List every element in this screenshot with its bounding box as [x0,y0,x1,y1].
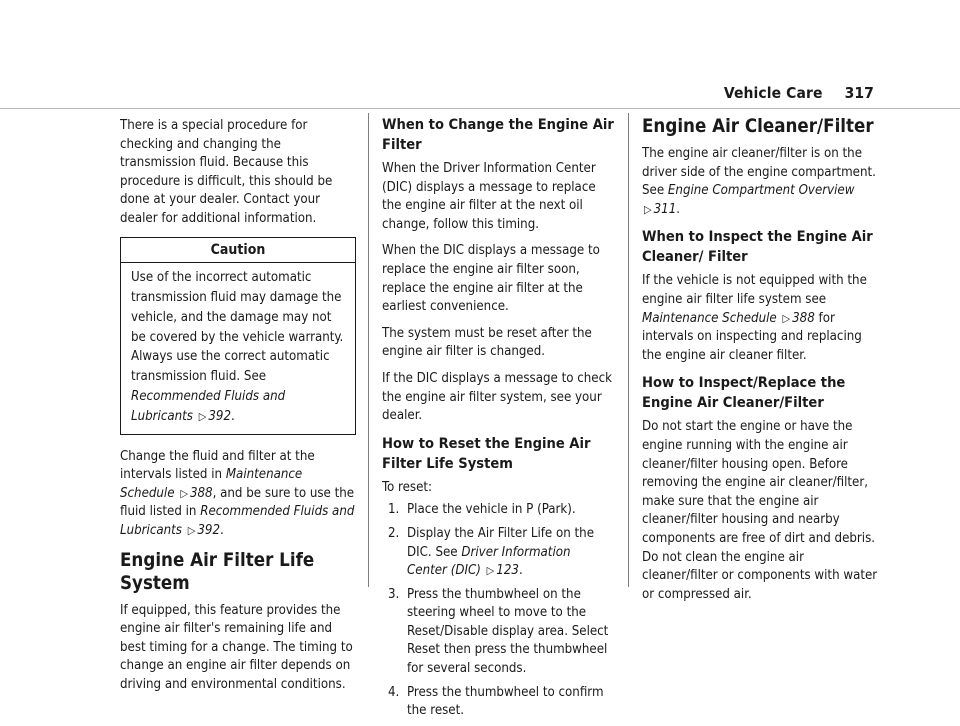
air-filter-life-body: If equipped, this feature provides the engine air filter's remaining life and best timing for a change. The timing to change an engine air filter depends on driving and environmental conditions. [120,602,353,692]
engine-compartment-link[interactable]: Engine Compartment Overview [667,183,855,199]
inspect-text-1: If the vehicle is not equipped with the engine air filter life system see [642,273,867,307]
maintenance-schedule-link[interactable]: Maintenance Schedule [120,467,303,501]
header-rule [0,108,960,109]
page-reference-arrow-icon: ▷ [644,202,652,216]
caution-body [121,263,355,433]
inspect-text-2: for intervals on inspecting and replacing the engine air cleaner filter. [642,310,862,363]
when-change-p2: When the DIC displays a message to replace the engine air filter soon, replace the engine air filter at the earliest convenience. [382,243,600,315]
inspect-paragraph [642,272,878,365]
caution-title: Caution [121,238,355,264]
maintenance-schedule-link[interactable]: Maintenance Schedule [642,310,777,326]
column-2 [382,117,614,726]
page-reference-arrow-icon: ▷ [782,311,791,325]
page-reference-arrow-icon: ▷ [180,486,188,500]
page-reference-arrow-icon: ▷ [486,564,495,578]
caution-text: Use of the incorrect automatic transmission fluid may damage the vehicle, and the damage may not be covered by the vehicle warranty. Always use the correct automatic transmission fluid. See [131,270,344,385]
heading-engine-air-cleaner: Engine Air Cleaner/Filter [642,116,874,137]
heading-how-to-reset: How to Reset the Engine Air Filter Life System [382,434,591,472]
step-text: Press the thumbwheel to confirm the reset. [407,684,604,719]
change-fluid-end: . [220,522,224,538]
maintenance-schedule-page[interactable]: 388 [792,310,815,326]
heading-how-to-inspect-replace: How to Inspect/Replace the Engine Air Cleaner/Filter [642,374,846,412]
step-text: Display the Air Filter Life on the DIC. See [407,525,595,560]
heading-when-to-inspect: When to Inspect the Engine Air Cleaner/ Filter [642,228,873,266]
column-1 [120,117,356,702]
when-change-p4: If the DIC displays a message to check the engine air filter system, see your dealer. [382,370,612,424]
step-text: Press the thumbwheel on the steering wheel to move to the Reset/Disable display area. Select Reset then press the thumbwheel for several seconds. [407,586,609,677]
to-reset-label: To reset: [382,479,433,495]
caution-ref-link[interactable]: Recommended Fluids and Lubricants [131,388,286,424]
column-divider-2 [628,113,629,587]
recommended-fluids-page[interactable]: 392 [197,522,221,538]
step-number: 3. [388,586,400,602]
step-number: 2. [388,525,400,541]
running-header [724,84,874,102]
list-item [382,525,614,581]
step-number: 1. [388,502,400,518]
when-change-p3: The system must be reset after the engine air filter is changed. [382,325,592,360]
caution-box [120,237,356,435]
change-fluid-text-1: Change the fluid and filter at the intervals listed in [120,448,315,483]
list-item [382,586,614,679]
column-divider-1 [368,113,369,587]
air-cleaner-location [642,145,878,219]
step-text: Place the vehicle in P (Park). [407,502,576,518]
list-item [382,684,614,721]
caution-end: . [231,408,235,424]
step-end: . [518,563,523,579]
change-fluid-text-2: , and be sure to use the fluid listed in [120,485,355,520]
location-text: The engine air cleaner/filter is on the driver side of the engine compartment. See [642,146,876,199]
engine-compartment-page[interactable]: 311 [653,201,677,217]
dic-reference-link[interactable]: Driver Information Center (DIC) [407,544,571,579]
dic-reference-page[interactable]: 123 [496,563,519,579]
column-3 [642,117,878,612]
reset-steps-list [382,501,614,721]
recommended-fluids-link[interactable]: Recommended Fluids and Lubricants [120,504,355,538]
heading-when-to-change: When to Change the Engine Air Filter [382,116,614,153]
location-end: . [676,201,681,217]
page-reference-arrow-icon: ▷ [187,523,196,537]
page-reference-arrow-icon: ▷ [198,409,207,423]
step-number: 4. [388,684,400,700]
caution-ref-page[interactable]: 392 [208,408,232,424]
when-change-p1: When the Driver Information Center (DIC) displays a message to replace the engine air filter at the next oil change, follow this timing. [382,161,596,232]
replace-paragraph: Do not start the engine or have the engine running with the engine air cleaner/filter housing open. Before removing the engine air cleaner/filter, make sure that the engine air cleaner/filter housing and nearby components are free of dirt and debris. Do not clean the engine air cleaner/filter or components with water or compressed air. [642,419,878,602]
change-fluid-paragraph [120,448,356,541]
transmission-intro: There is a special procedure for checking and changing the transmission fluid. Because this procedure is difficult, this should be done at your dealer. Contact your dealer for additional information. [120,118,333,226]
section-title-air-filter-life: Engine Air Filter Life System [120,549,315,594]
page-number: 317 [844,84,874,102]
maintenance-schedule-page[interactable]: 388 [189,485,213,501]
section-name: Vehicle Care [723,84,823,102]
list-item [382,501,614,520]
